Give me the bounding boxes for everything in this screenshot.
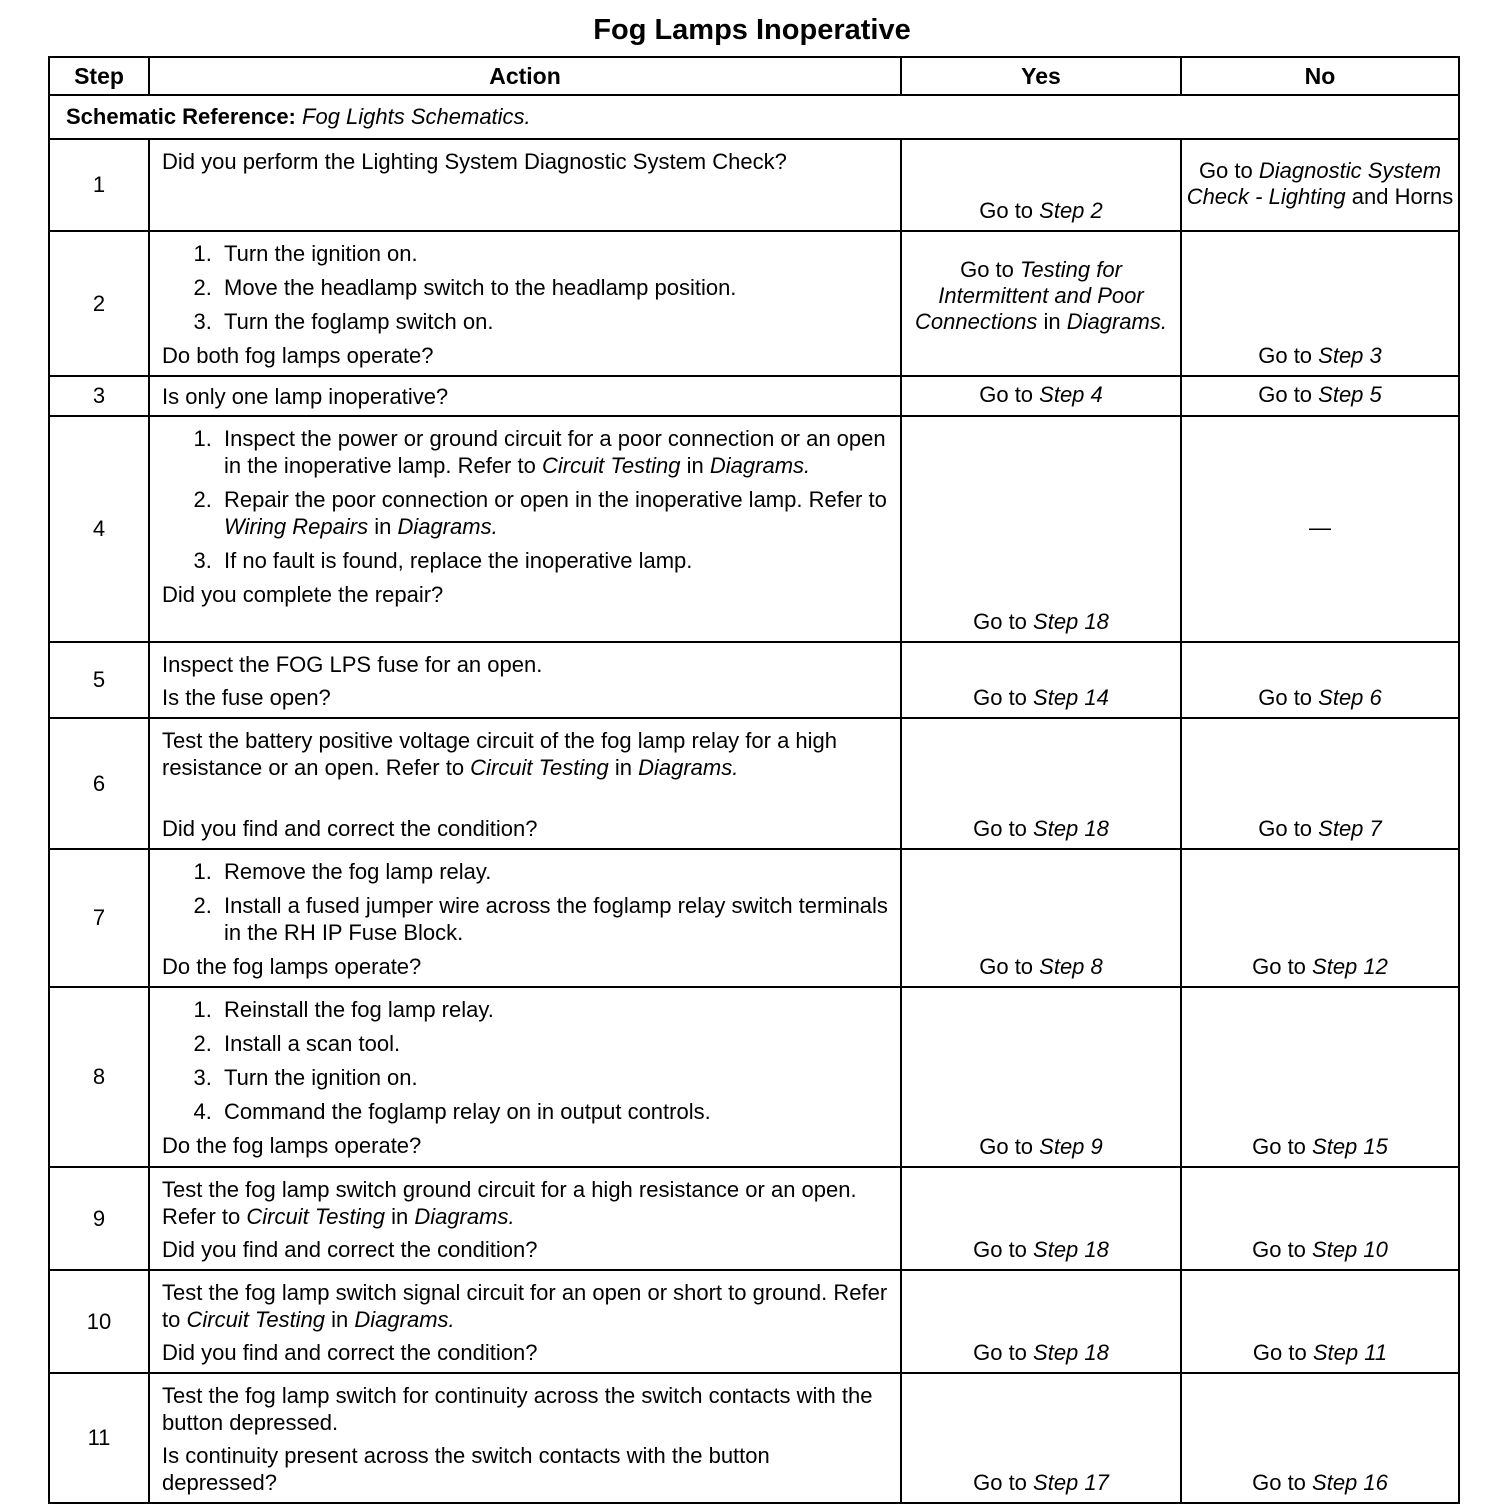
- yes-prefix: Go to: [979, 1134, 1040, 1159]
- action-question: Do the fog lamps operate?: [162, 1133, 422, 1158]
- list-item: 2. Repair the poor connection or open in the inoperative lamp. Refer to Wiring Repairs in Diagrams.: [218, 486, 890, 540]
- action-question: Did you find and correct the condition?: [162, 1237, 538, 1262]
- no-step-link[interactable]: Step 5: [1318, 382, 1382, 407]
- no-step-link[interactable]: Step 6: [1318, 685, 1382, 710]
- schematic-label: Schematic Reference:: [66, 104, 296, 129]
- header-step: Step: [49, 57, 149, 95]
- action-question: Do both fog lamps operate?: [162, 343, 434, 368]
- yes-step-link[interactable]: Step 18: [1033, 816, 1109, 841]
- diagrams-link[interactable]: Diagrams.: [638, 755, 739, 780]
- yes-cell: [901, 231, 1181, 376]
- step-number: 7: [49, 849, 149, 987]
- step-number: 8: [49, 987, 149, 1167]
- header-no: No: [1181, 57, 1459, 95]
- no-prefix: Go to: [1258, 343, 1319, 368]
- yes-cell: [901, 1270, 1181, 1373]
- table-row: [49, 416, 1459, 642]
- diagrams-link[interactable]: Diagrams.: [354, 1307, 455, 1332]
- page-title: Fog Lamps Inoperative: [593, 14, 911, 46]
- no-prefix: Go to: [1252, 1237, 1313, 1262]
- action-text: [149, 642, 901, 718]
- no-step-link[interactable]: Step 15: [1312, 1134, 1388, 1159]
- no-prefix: Go to: [1252, 1340, 1313, 1365]
- yes-step-link[interactable]: Step 4: [1039, 382, 1103, 407]
- no-cell: [1181, 642, 1459, 718]
- step-number: 1: [49, 139, 149, 231]
- step-number: 6: [49, 718, 149, 849]
- no-cell: [1181, 1270, 1459, 1373]
- table-row: [49, 376, 1459, 416]
- yes-prefix: Go to: [973, 1237, 1034, 1262]
- table-row: [49, 139, 1459, 231]
- action-text: [149, 1373, 901, 1503]
- list-item: 1. Turn the ignition on.: [218, 240, 890, 267]
- action-question: Did you perform the Lighting System Diagnostic System Check?: [162, 149, 787, 174]
- action-line: Test the fog lamp switch signal circuit for an open or short to ground. Refer to Circuit Testing in Diagrams.: [162, 1280, 888, 1332]
- circuit-testing-link[interactable]: Circuit Testing: [246, 1204, 385, 1229]
- step-number: 4: [49, 416, 149, 642]
- header-row: [49, 57, 1459, 95]
- no-step-link[interactable]: Step 7: [1318, 816, 1382, 841]
- yes-link-diagrams[interactable]: Diagrams.: [1066, 308, 1167, 334]
- diagrams-link[interactable]: Diagrams.: [414, 1204, 515, 1229]
- diagrams-link[interactable]: Diagrams.: [397, 514, 498, 539]
- no-cell: [1181, 231, 1459, 376]
- list-item: 2. Move the headlamp switch to the headlamp position.: [218, 274, 890, 301]
- yes-prefix: Go to: [973, 1470, 1034, 1495]
- yes-prefix: Go to: [973, 609, 1034, 634]
- action-text: [149, 718, 901, 849]
- yes-step-link[interactable]: Step 9: [1039, 1134, 1103, 1159]
- yes-step-link[interactable]: Step 18: [1033, 1237, 1109, 1262]
- no-cell: [1181, 1167, 1459, 1270]
- yes-cell: [901, 1373, 1181, 1503]
- no-cell: [1181, 1373, 1459, 1503]
- yes-step-link[interactable]: Step 14: [1033, 685, 1109, 710]
- yes-step-link[interactable]: Step 18: [1033, 1340, 1109, 1365]
- yes-prefix: Go to: [979, 954, 1040, 979]
- no-step-link[interactable]: Step 11: [1312, 1340, 1388, 1365]
- no-cell: [1181, 987, 1459, 1167]
- table-row: [49, 718, 1459, 849]
- list-item: 4. Command the foglamp relay on in output controls.: [218, 1098, 890, 1125]
- yes-step-link[interactable]: Step 17: [1033, 1470, 1109, 1495]
- yes-prefix: Go to: [979, 198, 1040, 223]
- action-line: Test the fog lamp switch ground circuit for a high resistance or an open. Refer to Circuit Testing in Diagrams.: [162, 1177, 857, 1229]
- yes-cell: [901, 642, 1181, 718]
- yes-prefix: Go to: [979, 382, 1040, 407]
- action-question: Is continuity present across the switch contacts with the button depressed?: [162, 1443, 770, 1495]
- action-question: Did you complete the repair?: [162, 582, 444, 607]
- step-number: 11: [49, 1373, 149, 1503]
- no-cell: [1181, 376, 1459, 416]
- list-item: 1. Inspect the power or ground circuit for a poor connection or an open in the inoperative lamp. Refer to Circuit Testing in Diagrams.: [218, 425, 890, 479]
- yes-cell: [901, 849, 1181, 987]
- table-row: [49, 642, 1459, 718]
- yes-cell: [901, 718, 1181, 849]
- no-cell: [1181, 849, 1459, 987]
- action-text: [149, 376, 901, 416]
- header-yes: Yes: [901, 57, 1181, 95]
- no-prefix: Go to: [1198, 158, 1259, 183]
- step-number: 2: [49, 231, 149, 376]
- list-item: 2. Install a fused jumper wire across the foglamp relay switch terminals in the RH IP Fuse Block.: [218, 892, 890, 946]
- table-row: [49, 849, 1459, 987]
- action-question: Did you find and correct the condition?: [162, 816, 538, 841]
- action-text: [149, 849, 901, 987]
- no-cell: [1181, 718, 1459, 849]
- diagrams-link[interactable]: Diagrams.: [709, 453, 811, 478]
- wiring-repairs-link[interactable]: Wiring Repairs: [224, 514, 369, 539]
- yes-middle: in: [1037, 308, 1067, 334]
- yes-step-link[interactable]: Step 8: [1039, 954, 1103, 979]
- yes-cell: [901, 987, 1181, 1167]
- list-item: 3. Turn the foglamp switch on.: [218, 308, 890, 335]
- step-number: 9: [49, 1167, 149, 1270]
- step-number: 5: [49, 642, 149, 718]
- action-list: [162, 996, 890, 1125]
- action-question: Is the fuse open?: [162, 685, 331, 710]
- action-list: [162, 240, 890, 335]
- schematic-link[interactable]: Fog Lights Schematics.: [302, 104, 531, 129]
- action-question: Do the fog lamps operate?: [162, 954, 422, 979]
- action-text: [149, 416, 901, 642]
- circuit-testing-link[interactable]: Circuit Testing: [186, 1307, 326, 1332]
- table-row: [49, 1373, 1459, 1503]
- yes-link[interactable]: Testing for Intermittent and Poor Connections: [915, 256, 1144, 334]
- no-link[interactable]: Diagnostic System Check - Lighting: [1186, 158, 1442, 209]
- header-action: Action: [149, 57, 901, 95]
- yes-prefix: Go to: [960, 256, 1020, 282]
- step-number: 10: [49, 1270, 149, 1373]
- yes-cell: [901, 416, 1181, 642]
- action-text: [149, 231, 901, 376]
- yes-prefix: Go to: [973, 816, 1034, 841]
- table-row: [49, 231, 1459, 376]
- no-step-link[interactable]: Step 3: [1318, 343, 1382, 368]
- action-list: [162, 858, 890, 946]
- no-prefix: Go to: [1252, 954, 1313, 979]
- yes-prefix: Go to: [973, 1340, 1034, 1365]
- action-text: [149, 1167, 901, 1270]
- yes-cell: [901, 1167, 1181, 1270]
- circuit-testing-link[interactable]: Circuit Testing: [541, 453, 681, 478]
- no-suffix: and Horns: [1345, 184, 1454, 209]
- no-prefix: Go to: [1258, 382, 1319, 407]
- action-text: [149, 139, 901, 231]
- schematic-reference: [49, 95, 1459, 139]
- action-text: [149, 987, 901, 1167]
- yes-prefix: Go to: [973, 685, 1034, 710]
- table-row: [49, 1167, 1459, 1270]
- action-line: Test the fog lamp switch for continuity across the switch contacts with the button depressed.: [162, 1383, 873, 1435]
- no-prefix: Go to: [1252, 1470, 1313, 1495]
- no-prefix: Go to: [1258, 685, 1319, 710]
- list-item: 3. Turn the ignition on.: [218, 1064, 890, 1091]
- no-step-link[interactable]: Step 16: [1312, 1470, 1388, 1495]
- circuit-testing-link[interactable]: Circuit Testing: [470, 755, 609, 780]
- yes-step-link[interactable]: Step 2: [1039, 198, 1103, 223]
- schematic-reference-row: [49, 95, 1459, 139]
- yes-cell: [901, 139, 1181, 231]
- list-item: 1. Remove the fog lamp relay.: [218, 858, 890, 885]
- action-line: Inspect the FOG LPS fuse for an open.: [162, 652, 543, 677]
- no-step-link[interactable]: Step 10: [1312, 1237, 1388, 1262]
- action-line: Test the battery positive voltage circuit of the fog lamp relay for a high resistance or an open. Refer to Circuit Testing in Diagrams.: [162, 728, 838, 780]
- action-list: [162, 425, 890, 574]
- diagnostic-table: [48, 56, 1460, 1504]
- list-item: 1. Reinstall the fog lamp relay.: [218, 996, 890, 1023]
- no-cell: [1181, 139, 1459, 231]
- action-text: [149, 1270, 901, 1373]
- list-item: 2. Install a scan tool.: [218, 1030, 890, 1057]
- action-question: Did you find and correct the condition?: [162, 1340, 538, 1365]
- no-step-link[interactable]: Step 12: [1312, 954, 1388, 979]
- action-question: Is only one lamp inoperative?: [162, 383, 449, 409]
- step-number: 3: [49, 376, 149, 416]
- no-prefix: Go to: [1258, 816, 1319, 841]
- list-item: 3. If no fault is found, replace the inoperative lamp.: [218, 547, 890, 574]
- yes-step-link[interactable]: Step 18: [1033, 609, 1109, 634]
- yes-cell: [901, 376, 1181, 416]
- table-row: [49, 1270, 1459, 1373]
- no-prefix: Go to: [1252, 1134, 1313, 1159]
- table-row: [49, 987, 1459, 1167]
- no-cell: —: [1181, 416, 1459, 642]
